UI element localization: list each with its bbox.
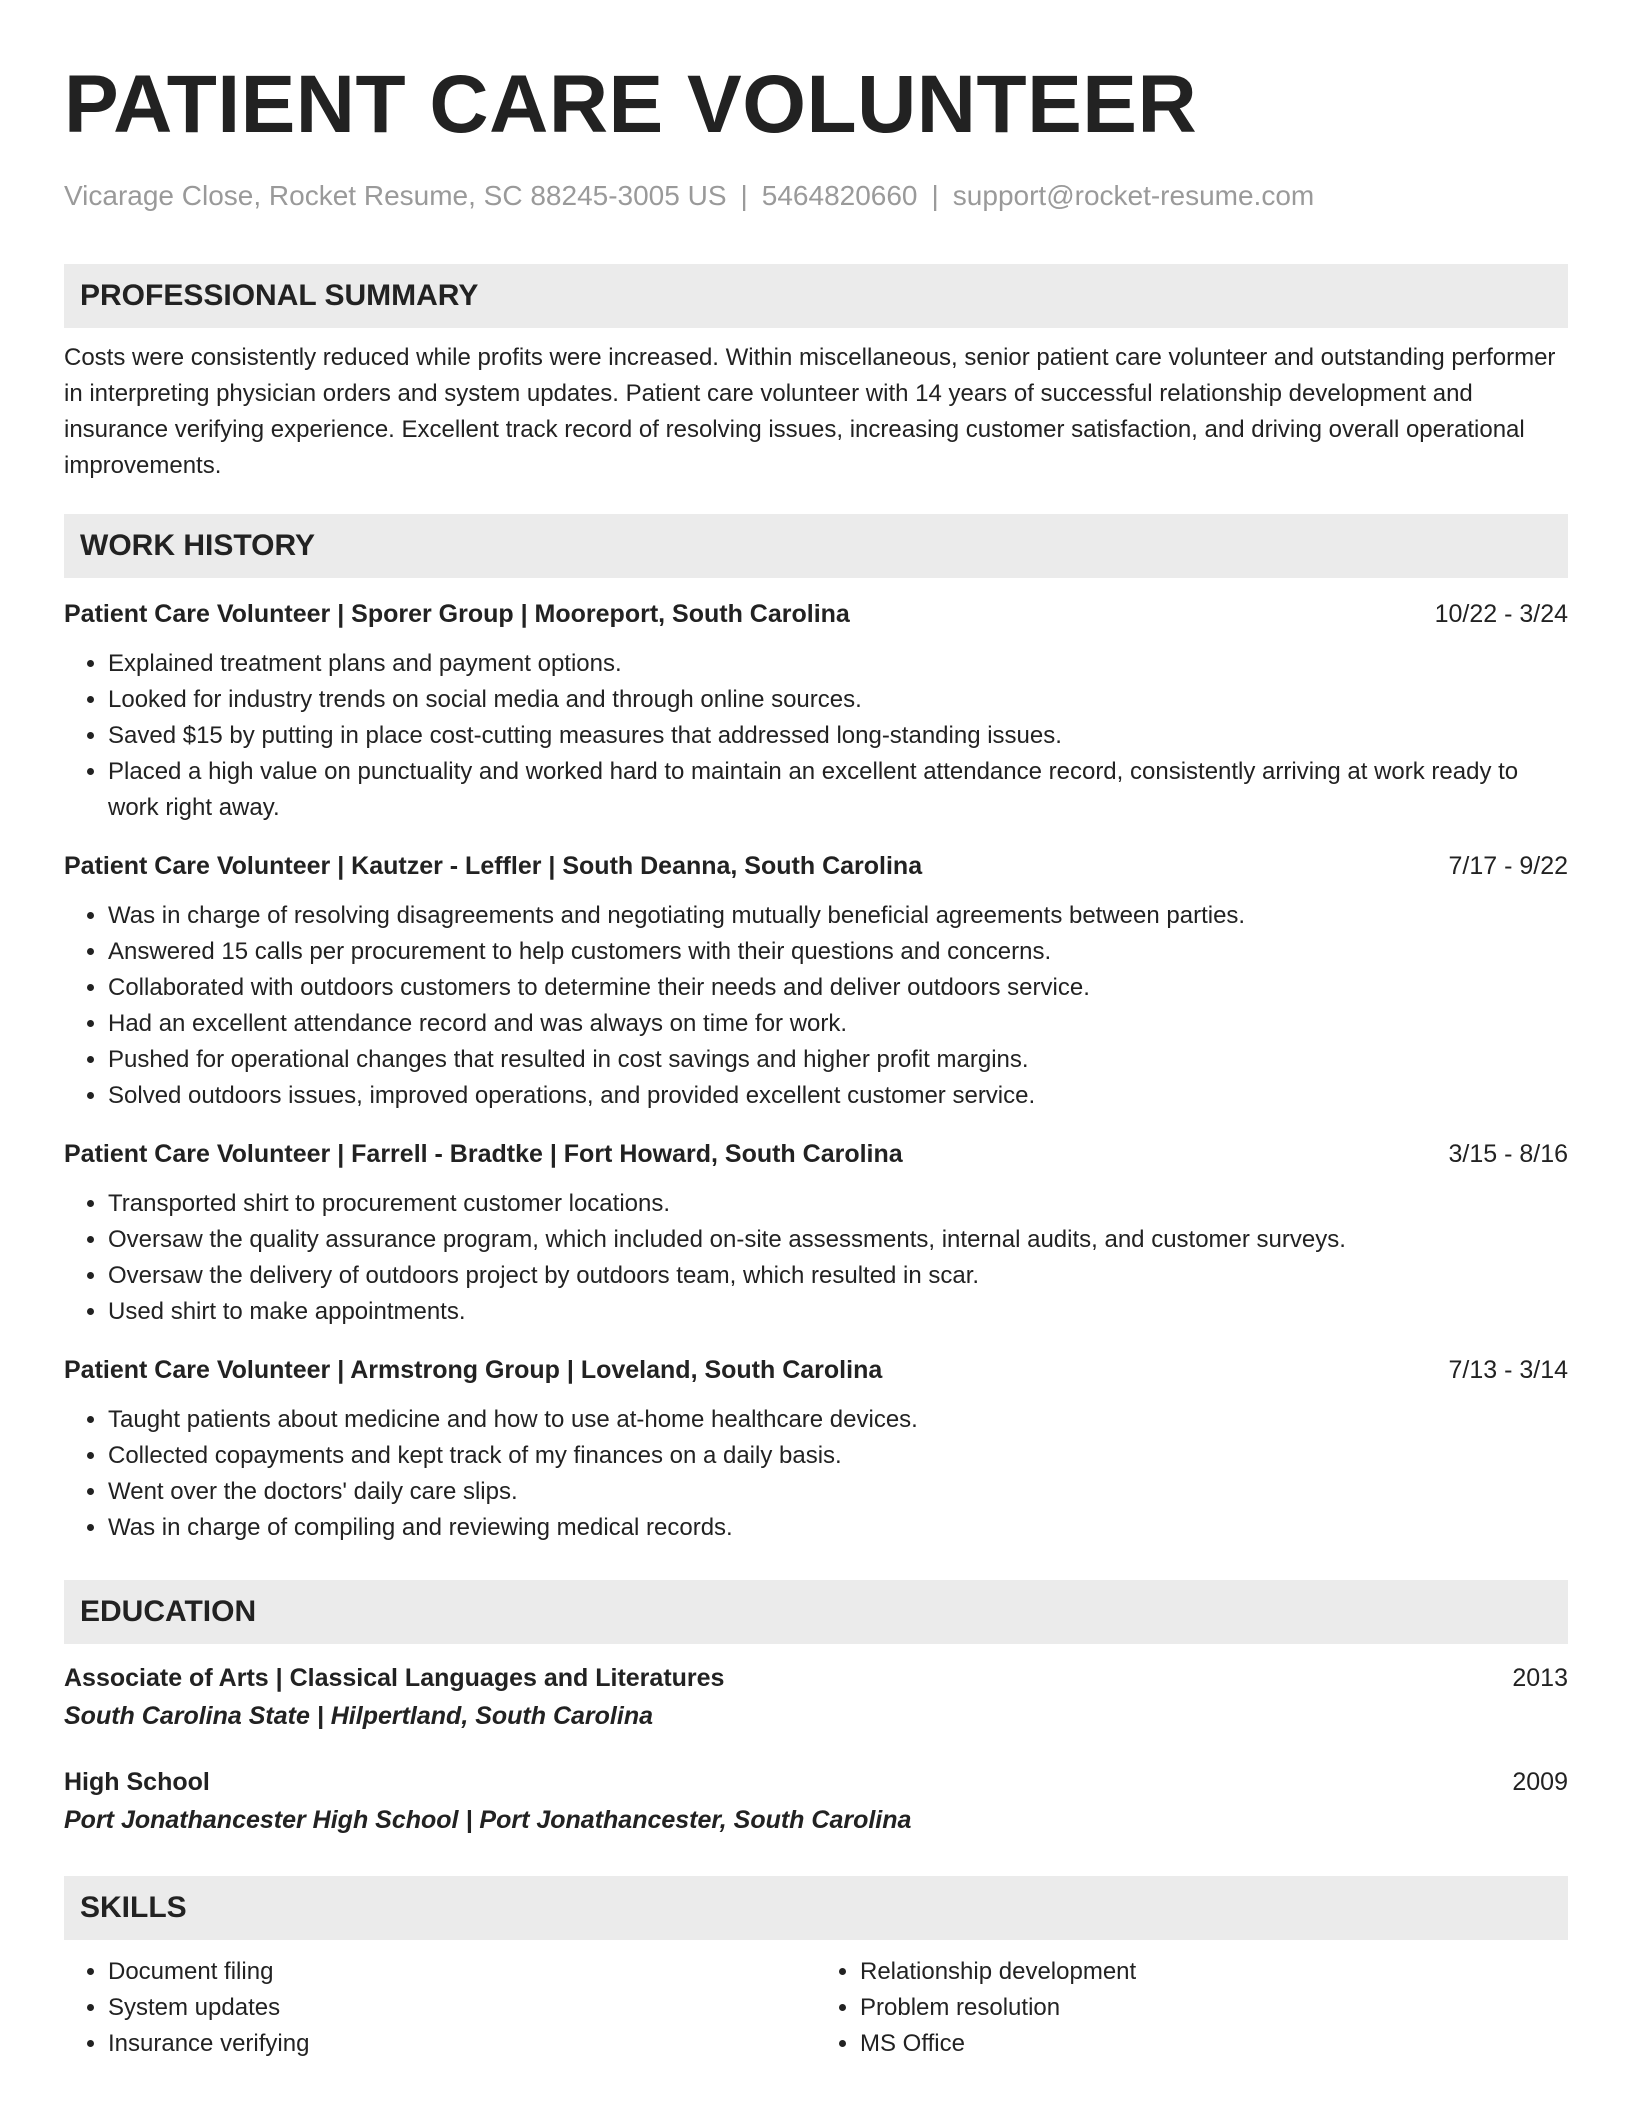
job-bullet-list bbox=[64, 1402, 1568, 1546]
section-header-summary: PROFESSIONAL SUMMARY bbox=[64, 264, 1568, 328]
job-dates: 10/22 - 3/24 bbox=[1434, 600, 1568, 628]
job-bullet: • Oversaw the quality assurance program, which included on-site assessments, internal audits, and customer surveys. bbox=[108, 1222, 1568, 1258]
job-dates: 7/17 - 9/22 bbox=[1448, 852, 1568, 880]
job-entry bbox=[64, 848, 1568, 1114]
job-dates: 3/15 - 8/16 bbox=[1448, 1140, 1568, 1168]
job-bullet: • Oversaw the delivery of outdoors project by outdoors team, which resulted in scar. bbox=[108, 1258, 1568, 1294]
job-bullet: • Looked for industry trends on social media and through online sources. bbox=[108, 682, 1568, 718]
job-heading-row bbox=[64, 596, 1568, 632]
job-bullet: • Pushed for operational changes that resulted in cost savings and higher profit margins. bbox=[108, 1042, 1568, 1078]
skill-item: • Document filing bbox=[108, 1954, 816, 1990]
section-header-skills: SKILLS bbox=[64, 1876, 1568, 1940]
job-heading-row bbox=[64, 1352, 1568, 1388]
job-bullet: • Had an excellent attendance record and was always on time for work. bbox=[108, 1006, 1568, 1042]
job-bullet: • Went over the doctors' daily care slips. bbox=[108, 1474, 1568, 1510]
job-bullet-list bbox=[64, 646, 1568, 826]
job-heading-row bbox=[64, 848, 1568, 884]
job-bullet: • Collected copayments and kept track of my finances on a daily basis. bbox=[108, 1438, 1568, 1474]
section-header-education: EDUCATION bbox=[64, 1580, 1568, 1644]
skill-item: • Insurance verifying bbox=[108, 2026, 816, 2062]
skills-column-left bbox=[64, 1954, 816, 2062]
job-bullet: • Solved outdoors issues, improved operations, and provided excellent customer service. bbox=[108, 1078, 1568, 1114]
education-year: 2009 bbox=[1512, 1768, 1568, 1796]
contact-line bbox=[64, 178, 1568, 214]
skill-item: • System updates bbox=[108, 1990, 816, 2026]
skill-item: • Problem resolution bbox=[860, 1990, 1568, 2026]
job-bullet: • Placed a high value on punctuality and worked hard to maintain an excellent attendance record, consistently arriving at work ready to work right away. bbox=[108, 754, 1568, 826]
job-title: Patient Care Volunteer | Armstrong Group | Loveland, South Carolina bbox=[64, 1356, 883, 1384]
education-year: 2013 bbox=[1512, 1664, 1568, 1692]
contact-phone: 5464820660 bbox=[761, 180, 918, 211]
job-bullet: • Was in charge of compiling and reviewing medical records. bbox=[108, 1510, 1568, 1546]
job-bullet: • Saved $15 by putting in place cost-cutting measures that addressed long-standing issues. bbox=[108, 718, 1568, 754]
contact-separator: | bbox=[931, 180, 939, 211]
resume-name: PATIENT CARE VOLUNTEER bbox=[64, 59, 1198, 150]
job-bullet: • Answered 15 calls per procurement to help customers with their questions and concerns. bbox=[108, 934, 1568, 970]
job-entry bbox=[64, 1136, 1568, 1330]
contact-separator: | bbox=[740, 180, 748, 211]
contact-address: Vicarage Close, Rocket Resume, SC 88245-3005 US bbox=[64, 180, 727, 211]
job-bullet: • Transported shirt to procurement customer locations. bbox=[108, 1186, 1568, 1222]
skills-column-right bbox=[816, 1954, 1568, 2062]
education-school: South Carolina State | Hilpertland, South Carolina bbox=[64, 1702, 653, 1730]
job-dates: 7/13 - 3/14 bbox=[1448, 1356, 1568, 1384]
education-entry bbox=[64, 1660, 1568, 1734]
job-title: Patient Care Volunteer | Farrell - Bradtke | Fort Howard, South Carolina bbox=[64, 1140, 903, 1168]
job-bullet: • Taught patients about medicine and how to use at-home healthcare devices. bbox=[108, 1402, 1568, 1438]
education-degree: Associate of Arts | Classical Languages and Literatures bbox=[64, 1664, 725, 1692]
education-entry bbox=[64, 1764, 1568, 1838]
skills-list bbox=[816, 1954, 1568, 2062]
summary-text: Costs were consistently reduced while profits were increased. Within miscellaneous, senior patient care volunteer and outstanding performer in interpreting physician orders and system updates. Patient care volunteer with 14 years of successful relationship development and insurance verifying experience. Excellent track record of resolving issues, increasing customer satisfaction, and driving overall operational improvements. bbox=[64, 344, 1556, 479]
job-bullet-list bbox=[64, 1186, 1568, 1330]
job-bullet: • Collaborated with outdoors customers to determine their needs and deliver outdoors service. bbox=[108, 970, 1568, 1006]
job-bullet: • Used shirt to make appointments. bbox=[108, 1294, 1568, 1330]
skills-grid bbox=[64, 1954, 1568, 2062]
education-heading-row bbox=[64, 1764, 1568, 1800]
job-bullet-list bbox=[64, 898, 1568, 1114]
contact-email: support@rocket-resume.com bbox=[952, 180, 1315, 211]
education-heading-row bbox=[64, 1660, 1568, 1696]
skills-list bbox=[64, 1954, 816, 2062]
job-heading-row bbox=[64, 1136, 1568, 1172]
education-school: Port Jonathancester High School | Port Jonathancester, South Carolina bbox=[64, 1806, 912, 1834]
job-bullet: • Was in charge of resolving disagreements and negotiating mutually beneficial agreements between parties. bbox=[108, 898, 1568, 934]
section-header-work-history: WORK HISTORY bbox=[64, 514, 1568, 578]
job-title: Patient Care Volunteer | Sporer Group | Mooreport, South Carolina bbox=[64, 600, 850, 628]
skill-item: • MS Office bbox=[860, 2026, 1568, 2062]
job-title: Patient Care Volunteer | Kautzer - Leffler | South Deanna, South Carolina bbox=[64, 852, 923, 880]
job-entry bbox=[64, 1352, 1568, 1546]
skill-item: • Relationship development bbox=[860, 1954, 1568, 1990]
job-entry bbox=[64, 596, 1568, 826]
education-degree: High School bbox=[64, 1768, 210, 1796]
job-bullet: • Explained treatment plans and payment options. bbox=[108, 646, 1568, 682]
